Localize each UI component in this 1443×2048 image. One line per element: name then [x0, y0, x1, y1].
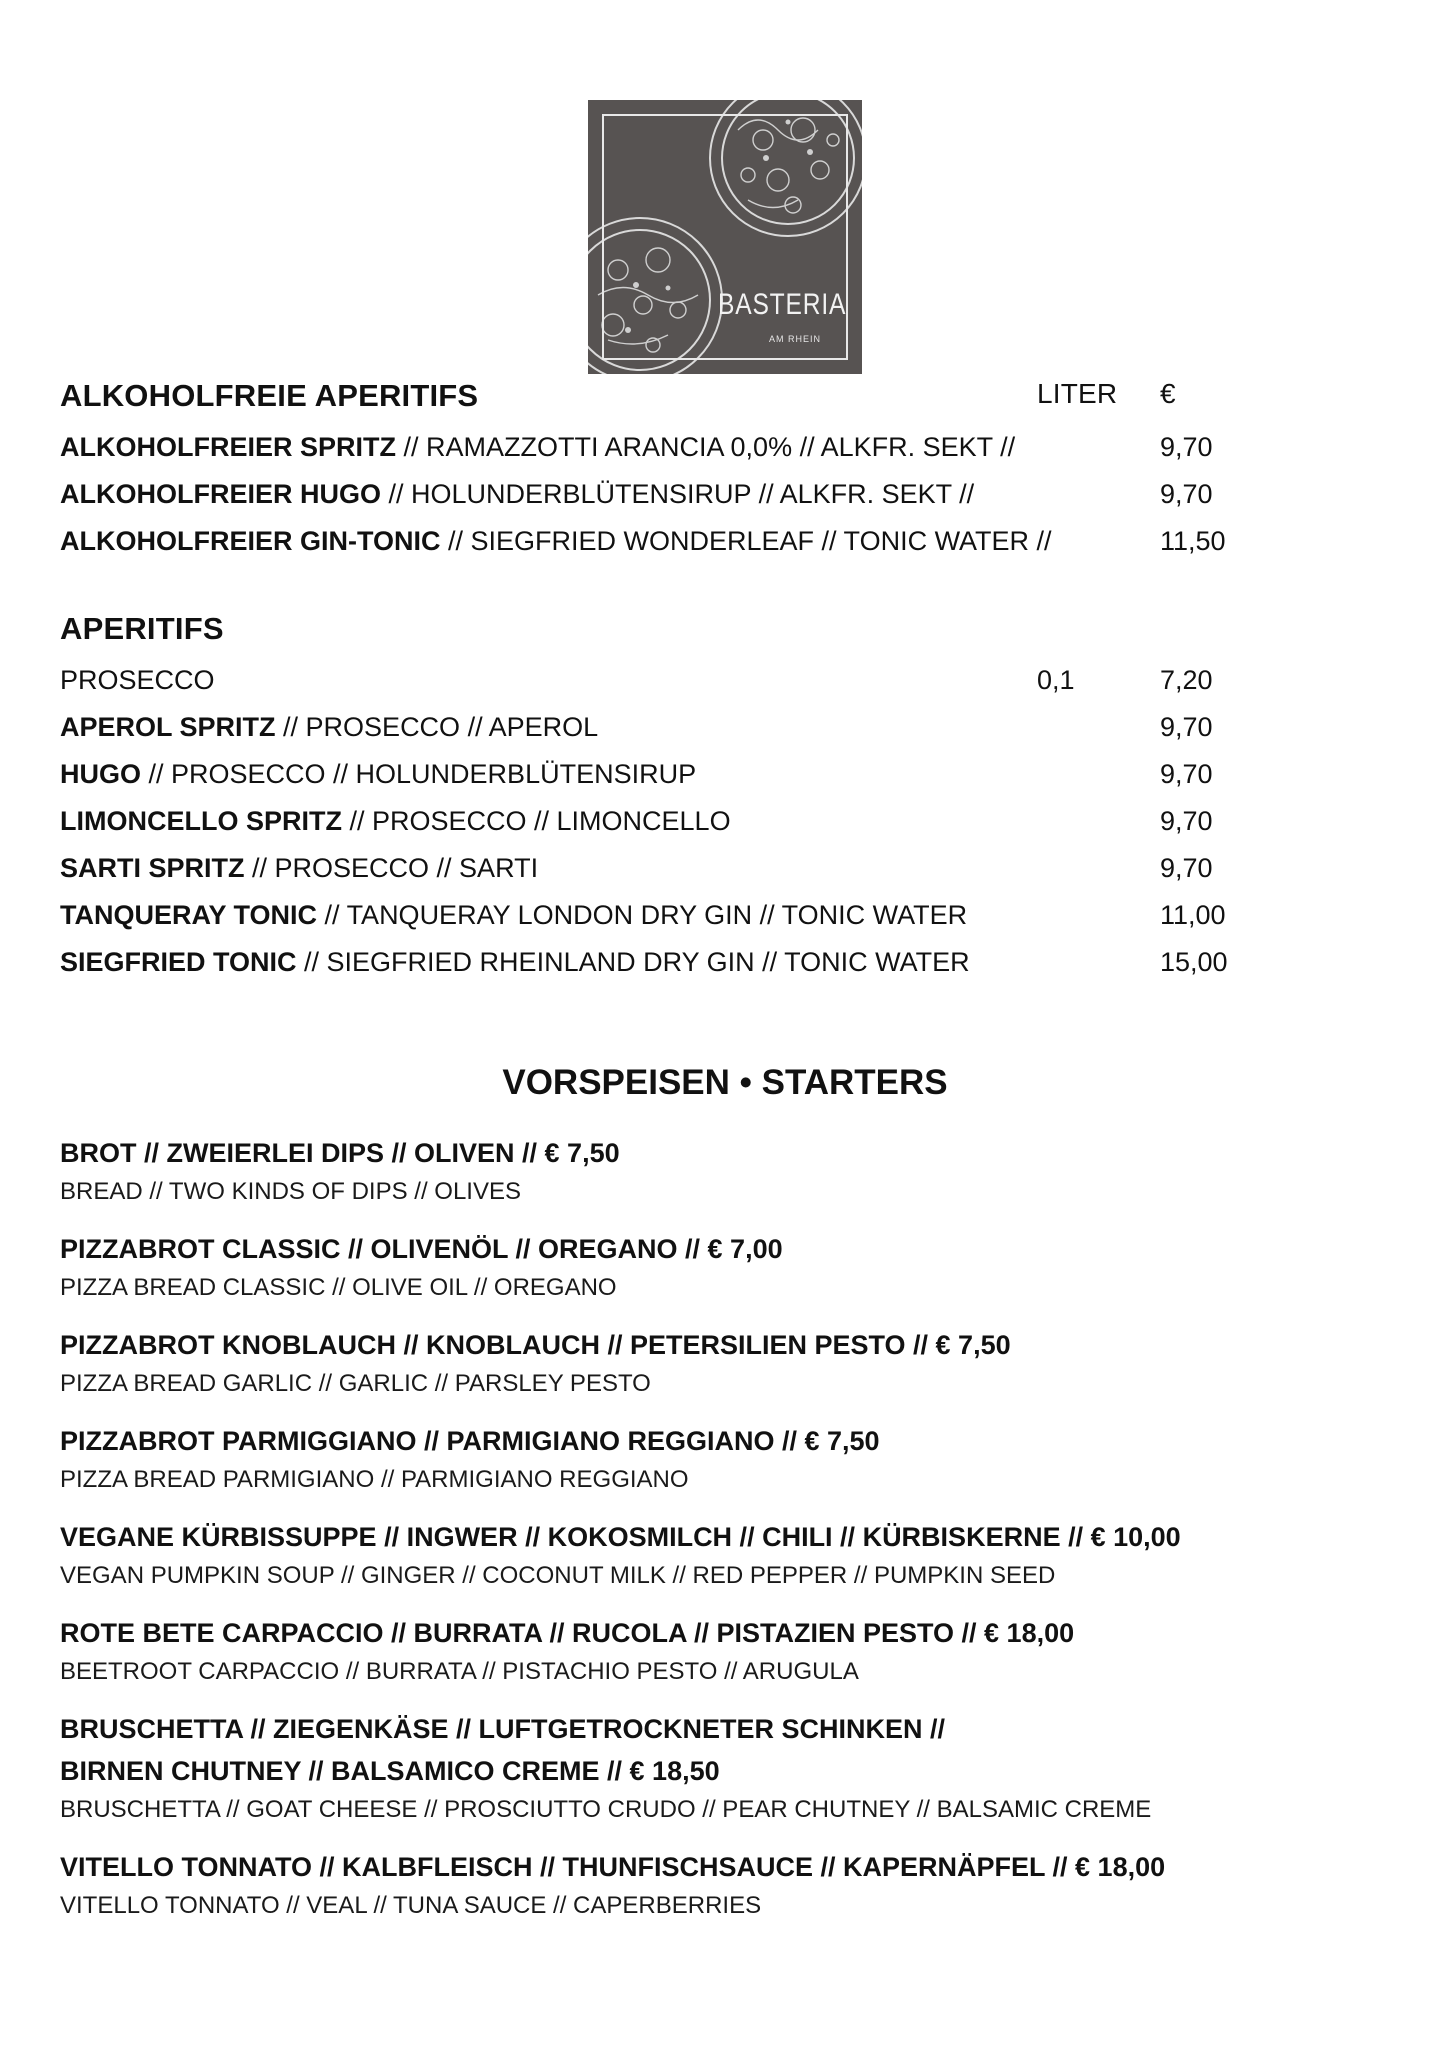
drink-description: // PROSECCO // APEROL	[275, 712, 599, 742]
section-title: ALKOHOLFREIE APERITIFS	[60, 378, 479, 413]
food-item-german: BRUSCHETTA // ZIEGENKÄSE // LUFTGETROCKNETER SCHINKEN //	[60, 1714, 946, 1744]
drink-row	[60, 424, 1390, 471]
column-header-liter: LITER	[1037, 378, 1118, 409]
food-item-german: BROT // ZWEIERLEI DIPS // OLIVEN // € 7,50	[60, 1138, 620, 1168]
drink-description: // HOLUNDERBLÜTENSIRUP // ALKFR. SEKT //	[381, 479, 975, 509]
food-item-english: VITELLO TONNATO // VEAL // TUNA SAUCE // CAPERBERRIES	[60, 1892, 762, 1919]
drink-price: 11,00	[1160, 900, 1226, 930]
drink-name: APEROL SPRITZ	[60, 712, 276, 742]
drink-price: 9,70	[1160, 806, 1213, 836]
drink-description: // TANQUERAY LONDON DRY GIN // TONIC WATER	[317, 900, 968, 930]
drink-name: LIMONCELLO SPRITZ	[60, 806, 342, 836]
food-item-english: BRUSCHETTA // GOAT CHEESE // PROSCIUTTO CRUDO // PEAR CHUTNEY // BALSAMIC CREME	[60, 1796, 1152, 1823]
drink-row	[60, 657, 1390, 704]
food-item	[60, 1846, 1390, 1924]
drink-price: 9,70	[1160, 853, 1213, 883]
drink-description: // PROSECCO // LIMONCELLO	[341, 806, 731, 836]
food-item	[60, 1516, 1390, 1594]
food-item-german: PIZZABROT CLASSIC // OLIVENÖL // OREGANO // € 7,00	[60, 1234, 783, 1264]
food-item-english: PIZZA BREAD CLASSIC // OLIVE OIL // OREGANO	[60, 1274, 617, 1301]
food-item-german: VITELLO TONNATO // KALBFLEISCH // THUNFISCHSAUCE // KAPERNÄPFEL // € 18,00	[60, 1852, 1166, 1882]
food-item-german: VEGANE KÜRBISSUPPE // INGWER // KOKOSMILCH // CHILI // KÜRBISKERNE // € 10,00	[60, 1522, 1181, 1552]
drink-name: TANQUERAY TONIC	[60, 900, 318, 930]
food-item-english: BREAD // TWO KINDS OF DIPS // OLIVES	[60, 1178, 521, 1205]
drink-price: 9,70	[1160, 759, 1213, 789]
drink-row	[60, 798, 1390, 845]
food-item	[60, 1612, 1390, 1690]
section-header-alkoholfrei	[60, 378, 1390, 424]
drink-description: // SIEGFRIED WONDERLEAF // TONIC WATER //	[440, 526, 1052, 556]
drink-name: HUGO	[60, 759, 141, 789]
food-item-german: PIZZABROT PARMIGGIANO // PARMIGIANO REGGIANO // € 7,50	[60, 1426, 880, 1456]
food-item-german: BIRNEN CHUTNEY // BALSAMICO CREME // € 18,50	[60, 1756, 720, 1786]
drink-name: ALKOHOLFREIER SPRITZ	[60, 432, 396, 462]
drink-price: 9,70	[1160, 712, 1213, 742]
drink-description: // PROSECCO // HOLUNDERBLÜTENSIRUP	[141, 759, 697, 789]
drink-row	[60, 939, 1390, 986]
drink-description: // SIEGFRIED RHEINLAND DRY GIN // TONIC WATER	[296, 947, 970, 977]
food-item-english: PIZZA BREAD GARLIC // GARLIC // PARSLEY PESTO	[60, 1370, 651, 1397]
food-item-english: BEETROOT CARPACCIO // BURRATA // PISTACHIO PESTO // ARUGULA	[60, 1658, 859, 1685]
food-item	[60, 1708, 1390, 1828]
column-header-euro: €	[1160, 378, 1176, 409]
food-list-starters	[60, 1132, 1390, 1924]
drink-price: 7,20	[1160, 665, 1213, 695]
drink-price: 9,70	[1160, 432, 1213, 462]
section-header-aperitifs	[60, 611, 1390, 657]
drink-description: // PROSECCO // SARTI	[244, 853, 539, 883]
section-title: APERITIFS	[60, 611, 224, 646]
logo-brand: BASTERIA	[718, 288, 847, 321]
drink-volume: 0,1	[1037, 665, 1075, 695]
food-item-german: PIZZABROT KNOBLAUCH // KNOBLAUCH // PETERSILIEN PESTO // € 7,50	[60, 1330, 1011, 1360]
food-item	[60, 1132, 1390, 1210]
drink-price: 11,50	[1160, 526, 1226, 556]
food-item-english: PIZZA BREAD PARMIGIANO // PARMIGIANO REGGIANO	[60, 1466, 689, 1493]
drink-row	[60, 518, 1390, 565]
drink-name: ALKOHOLFREIER GIN-TONIC	[60, 526, 441, 556]
restaurant-logo	[588, 100, 862, 374]
drink-name: SIEGFRIED TONIC	[60, 947, 297, 977]
drink-name: SARTI SPRITZ	[60, 853, 245, 883]
menu-content	[60, 378, 1390, 1924]
food-item	[60, 1324, 1390, 1402]
drink-price: 15,00	[1160, 947, 1228, 977]
drink-row	[60, 704, 1390, 751]
drink-description: PROSECCO	[60, 665, 215, 695]
food-item-english: VEGAN PUMPKIN SOUP // GINGER // COCONUT MILK // RED PEPPER // PUMPKIN SEED	[60, 1562, 1056, 1589]
drink-name: ALKOHOLFREIER HUGO	[60, 479, 381, 509]
drink-row	[60, 471, 1390, 518]
drink-row	[60, 751, 1390, 798]
food-item-german: ROTE BETE CARPACCIO // BURRATA // RUCOLA // PISTAZIEN PESTO // € 18,00	[60, 1618, 1075, 1648]
drink-price: 9,70	[1160, 479, 1213, 509]
drink-row	[60, 845, 1390, 892]
food-item	[60, 1420, 1390, 1498]
drink-description: // RAMAZZOTTI ARANCIA 0,0% // ALKFR. SEKT //	[396, 432, 1016, 462]
drink-list-alkoholfrei	[60, 424, 1390, 565]
logo-subtitle: AM RHEIN	[768, 334, 821, 344]
logo-frame	[602, 114, 848, 360]
drink-row	[60, 892, 1390, 939]
drink-list-aperitifs	[60, 657, 1390, 986]
food-item	[60, 1228, 1390, 1306]
section-title-starters: VORSPEISEN • STARTERS	[502, 1063, 948, 1102]
